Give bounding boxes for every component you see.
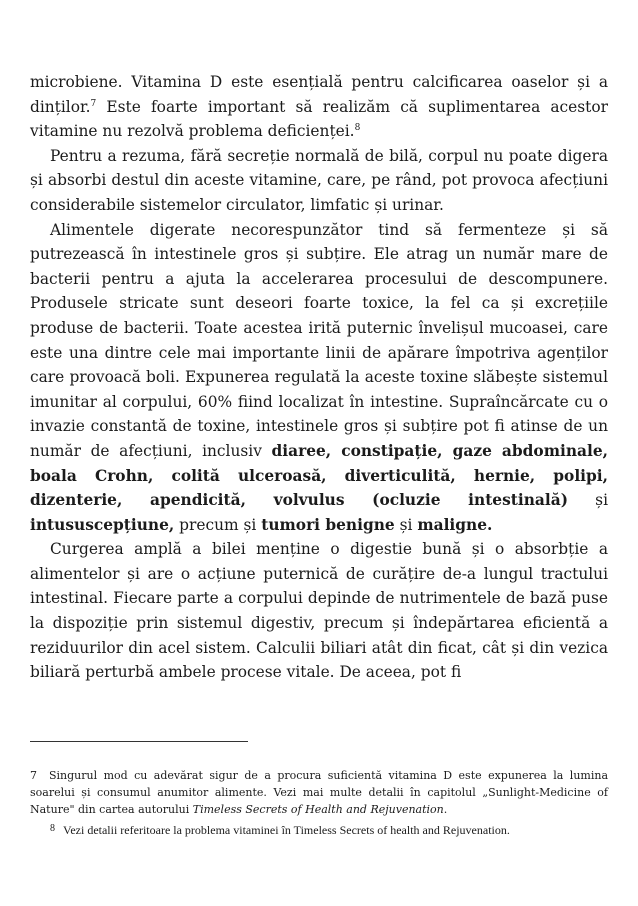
paragraph-3-bold-conditions: diaree, constipație, gaze abdominale, boala Crohn, colită ulceroasă, diverticulită, hernie, polipi, dizenterie, apendicită, volvulus (ocluzie intestinală) bbox=[30, 441, 608, 510]
footnote-8-text: Vezi detalii referitoare la problema vitaminei în Timeless Secrets of health and Rejuvenation. bbox=[63, 823, 510, 837]
footnote-7-text-a: Singurul mod cu adevărat sigur de a procura suficientă vitamina D este expunerea la lumina soarelui și consumul anumitor alimente. Vezi mai multe detalii în capitolul „Sunlight-Medicine of Nature" din cartea autorului bbox=[30, 769, 608, 816]
paragraph-3-bold-benign: tumori benigne bbox=[261, 515, 395, 534]
paragraph-3 bbox=[30, 218, 608, 538]
paragraph-1-text-a: microbiene. Vitamina D este esențială pentru calcificarea oaselor și a dinților. bbox=[30, 73, 608, 116]
paragraph-1-text-b: Este foarte important să realizăm că suplimentarea acestor vitamine nu rezolvă problema deficienței. bbox=[30, 97, 608, 141]
footnote-7-book-title: Timeless Secrets of Health and Rejuvenation bbox=[192, 803, 444, 816]
paragraph-4: Curgerea amplă a bilei menține o digestie bună și o absorbție a alimentelor și are o acțiune puternică de curățire de-a lungul tractului intestinal. Fiecare parte a corpului depinde de nutrimentele de bază puse la dispoziție prin sistemul digestiv, precum și îndepărtarea eficientă a reziduurilor din acel sistem. Calculii biliari atât din ficat, cât și din vezica biliară perturbă ambele procese vitale. De aceea, pot fi bbox=[30, 540, 608, 682]
footnotes bbox=[30, 767, 608, 839]
footnote-ref-8[interactable]: 8 bbox=[354, 123, 361, 134]
footnote-8-number: 8 bbox=[50, 823, 55, 834]
main-text bbox=[30, 70, 608, 685]
footnote-7 bbox=[30, 767, 608, 818]
paragraph-3-text-c: precum și bbox=[174, 515, 262, 534]
paragraph-3-text-d: și bbox=[394, 515, 418, 534]
paragraph-3-bold-intussusception: intususcepțiune, bbox=[30, 515, 175, 534]
footnote-separator bbox=[30, 741, 248, 742]
paragraph-3-text-b: și bbox=[567, 491, 608, 510]
paragraph-1 bbox=[30, 70, 608, 144]
footnote-7-number: 7 bbox=[30, 769, 37, 782]
paragraph-2: Pentru a rezuma, fără secreție normală de bilă, corpul nu poate digera și absorbi destul din aceste vitamine, care, pe rând, pot provoca afecțiuni considerabile sistemelor circulator, limfatic și urinar. bbox=[30, 146, 608, 214]
paragraph-3-text-a: Alimentele digerate necorespunzător tind să fermenteze și să putrezească în intestinele gros și subțire. Ele atrag un număr mare de bacterii pentru a ajuta la accelerarea procesului de descompunere. Produsele stricate sunt deseori foarte toxice, la fel ca și excrețiile produse de bacterii. Toate acestea irită puternic învelișul mucoasei, care este una dintre cele mai importante linii de apărare împotriva agenților care provoacă boli. Expunerea regulată la aceste toxine slăbește sistemul imunitar al corpului, 60% fiind localizat în intestine. Supraîncărcate cu o invazie constantă de toxine, intestinele gros și subțire pot fi atinse de un număr de afecțiuni, inclusiv bbox=[30, 220, 608, 460]
paragraph-3-bold-malignant: maligne. bbox=[417, 515, 493, 534]
footnote-8 bbox=[30, 820, 608, 839]
footnote-7-text-b: . bbox=[443, 803, 448, 816]
footnote-ref-7[interactable]: 7 bbox=[90, 98, 97, 109]
